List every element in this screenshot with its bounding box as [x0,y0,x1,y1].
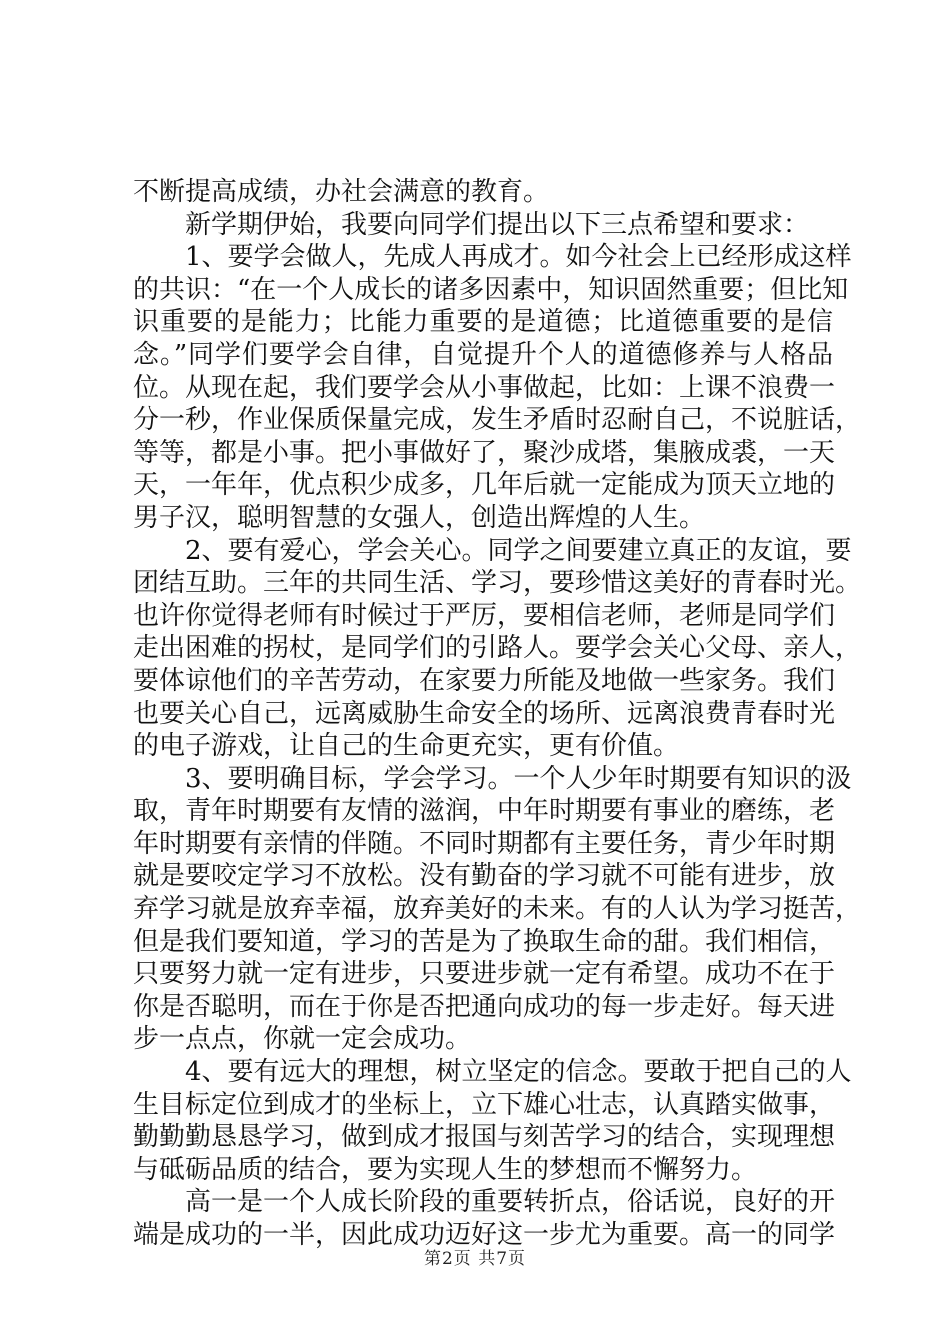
text-line: 的电子游戏，让自己的生命更充实，更有价值。 [133,731,680,762]
text-line: 弃学习就是放弃幸福，放弃美好的未来。有的人认为学习挺苦， [133,894,862,925]
text-line: 生目标定位到成才的坐标上，立下雄心壮志，认真踏实做事， [133,1089,836,1120]
page-footer: 第2页 共7页 [423,1249,527,1269]
text-line: 分一秒，作业保质保量完成，发生矛盾时忍耐自己，不说脏话， [133,405,862,436]
text-line: 1、要学会做人，先成人再成才。如今社会上已经形成这样 [185,242,852,273]
text-line: 位。从现在起，我们要学会从小事做起，比如：上课不浪费一 [133,372,836,403]
text-line: 高一是一个人成长阶段的重要转折点，俗话说，良好的开 [185,1187,836,1218]
text-line: 你是否聪明，而在于你是否把通向成功的每一步走好。每天进 [133,991,836,1022]
text-line: 也许你觉得老师有时候过于严厉，要相信老师，老师是同学们 [133,600,836,631]
text-line: 4、要有远大的理想，树立坚定的信念。要敢于把自己的人 [185,1057,852,1088]
text-line: 与砥砺品质的结合，要为实现人生的梦想而不懈努力。 [133,1154,758,1185]
text-line: 等等，都是小事。把小事做好了，聚沙成塔，集腋成裘，一天 [133,437,836,468]
text-line: 要体谅他们的辛苦劳动，在家要力所能及地做一些家务。我们 [133,665,836,696]
text-line: 的共识：“在一个人成长的诸多因素中，知识固然重要；但比知 [133,274,849,305]
text-line: 只要努力就一定有进步，只要进步就一定有希望。成功不在于 [133,959,836,990]
text-line: 走出困难的拐杖，是同学们的引路人。要学会关心父母、亲人， [133,633,862,664]
text-line: 识重要的是能力；比能力重要的是道德；比道德重要的是信 [133,307,833,338]
text-line: 2、要有爱心，学会关心。同学之间要建立真正的友谊，要 [185,535,852,566]
text-line: 但是我们要知道，学习的苦是为了换取生命的甜。我们相信， [133,926,836,957]
text-line: 不断提高成绩，办社会满意的教育。 [133,177,550,207]
document-body [133,176,862,1252]
text-line: 团结互助。三年的共同生活、学习，要珍惜这美好的青春时光。 [133,568,862,599]
text-line: 天，一年年，优点积少成多，几年后就一定能成为顶天立地的 [133,470,836,501]
text-line: 步一点点，你就一定会成功。 [133,1024,472,1055]
text-line: 男子汉，聪明智慧的女强人，创造出辉煌的人生。 [133,502,706,533]
text-line: 就是要咬定学习不放松。没有勤奋的学习就不可能有进步，放 [133,861,836,892]
text-line: 取，青年时期要有友情的滋润，中年时期要有事业的磨练，老 [133,796,836,827]
text-line: 勤勤勤恳恳学习，做到成才报国与刻苦学习的结合，实现理想 [133,1122,836,1153]
text-line: 端是成功的一半，因此成功迈好这一步尤为重要。高一的同学 [133,1220,836,1250]
text-line: 3、要明确目标，学会学习。一个人少年时期要有知识的汲 [185,763,852,794]
text-line: 新学期伊始，我要向同学们提出以下三点希望和要求： [185,209,810,240]
text-line: 年时期要有亲情的伴随。不同时期都有主要任务，青少年时期 [133,828,836,859]
text-line: 也要关心自己，远离威胁生命安全的场所、远离浪费青春时光 [133,698,836,729]
text-line: 念。”同学们要学会自律，自觉提升个人的道德修养与人格品 [133,339,833,370]
